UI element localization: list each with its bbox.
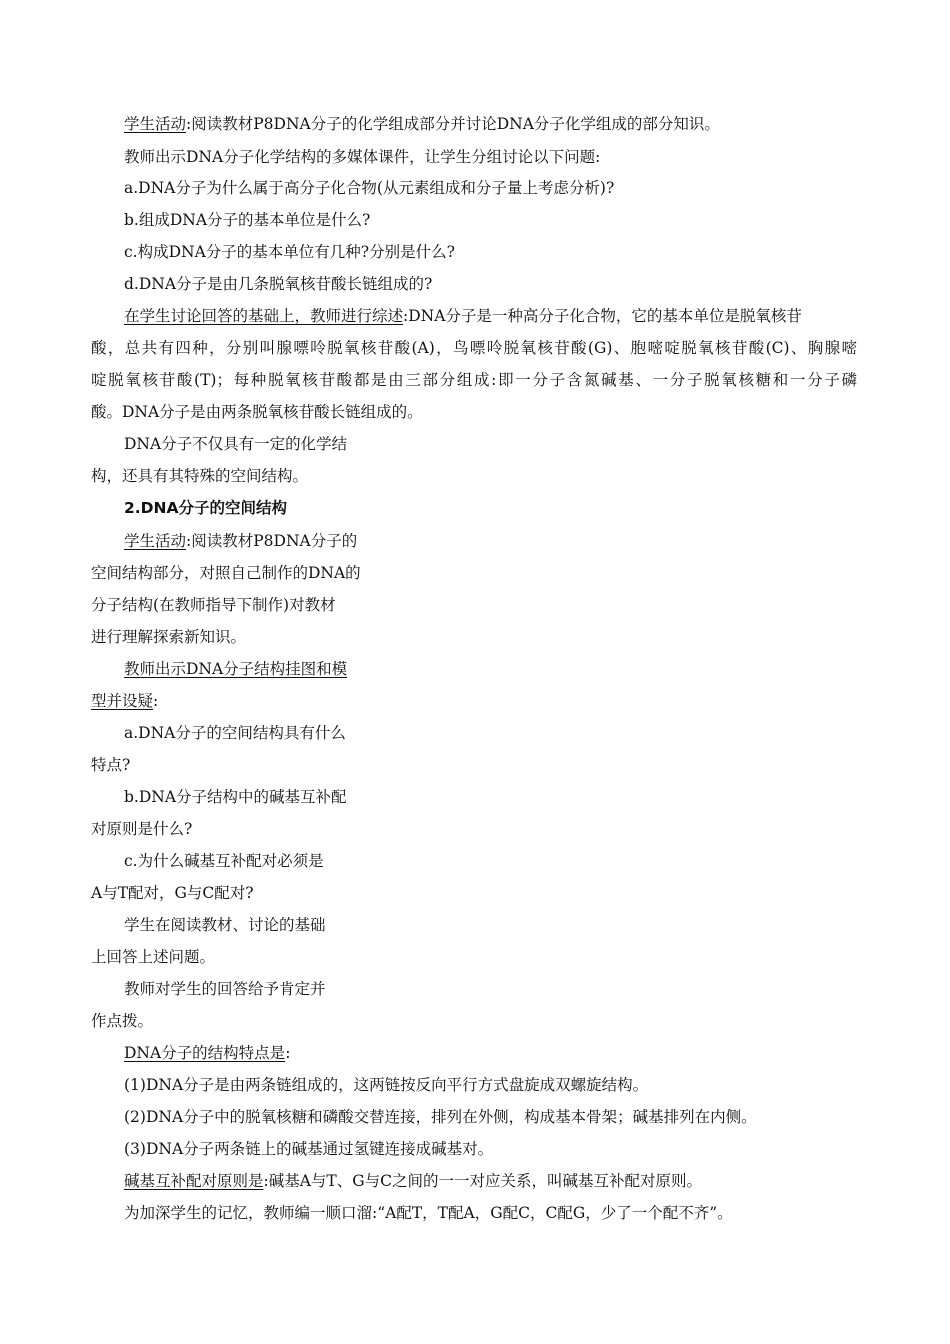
- text-line: 空间结构部分，对照自己制作的DNA的: [91, 564, 361, 582]
- summary-line-1: [124, 306, 802, 326]
- question-a: a.DNA分子为什么属于高分子化合物(从元素组成和分子量上考虑分析)?: [124, 179, 615, 197]
- question-b-line-1: b.DNA分子结构中的碱基互补配: [124, 788, 347, 806]
- structure-features-heading: DNA分子的结构特点是:: [124, 1044, 291, 1062]
- paragraph-teacher-presents: 教师出示DNA分子化学结构的多媒体课件，让学生分组讨论以下问题:: [124, 148, 601, 166]
- summary-line-3: 啶脱氧核苷酸(T)；每种脱氧核苷酸都是由三部分组成:即一分子含氮碱基、一分子脱氧核糖和一分子磷: [91, 371, 857, 389]
- paragraph-intro-line-1: DNA分子不仅具有一定的化学结: [124, 435, 348, 453]
- teacher-question-intro-2: 型并设疑:: [91, 692, 159, 710]
- question-c-line-2: A与T配对，G与C配对?: [91, 884, 254, 902]
- label-student-activity: 学生活动: [124, 532, 187, 550]
- text-line: 分子结构(在教师指导下制作)对教材: [91, 596, 336, 614]
- teacher-question-intro-1: 教师出示DNA分子结构挂图和模: [124, 660, 348, 678]
- text-line: 学生在阅读教材、讨论的基础: [124, 916, 326, 934]
- feature-1: (1)DNA分子是由两条链组成的，这两链按反向平行方式盘旋成双螺旋结构。: [124, 1076, 649, 1094]
- mnemonic: 为加深学生的记忆，教师编一顺口溜:“A配T，T配A，G配C，C配G，少了一个配不齐”。: [124, 1204, 733, 1222]
- question-b: b.组成DNA分子的基本单位是什么?: [124, 211, 371, 229]
- summary-line-2: 酸，总共有四种，分别叫腺嘌呤脱氧核苷酸(A)，鸟嘌呤脱氧核苷酸(G)、胞嘧啶脱氧核苷酸(C)、胸腺嘧: [91, 339, 857, 357]
- text: :DNA分子是一种高分子化合物，它的基本单位是脱氧核苷: [403, 307, 802, 325]
- feature-2: (2)DNA分子中的脱氧核糖和磷酸交替连接，排列在外侧，构成基本骨架；碱基排列在内侧。: [124, 1108, 757, 1126]
- question-c-line-1: c.为什么碱基互补配对必须是: [124, 852, 324, 870]
- text-line: 教师对学生的回答给予肯定并: [124, 980, 326, 998]
- question-b-line-2: 对原则是什么?: [91, 820, 193, 838]
- feature-3: (3)DNA分子两条链上的碱基通过氢键连接成碱基对。: [124, 1140, 494, 1158]
- summary-line-4: 酸。DNA分子是由两条脱氧核苷酸长链组成的。: [91, 403, 423, 421]
- pairing-principle: 碱基互补配对原则是:碱基A与T、G与C之间的一一对应关系，叫碱基互补配对原则。: [124, 1172, 703, 1190]
- section-heading: 2.DNA分子的空间结构: [124, 499, 288, 517]
- paragraph-student-activity-1: [124, 114, 720, 134]
- text-line: 作点拨。: [91, 1012, 154, 1030]
- question-c: c.构成DNA分子的基本单位有几种?分别是什么?: [124, 243, 455, 261]
- question-a-line-1: a.DNA分子的空间结构具有什么: [124, 724, 346, 742]
- question-a-line-2: 特点?: [91, 756, 131, 774]
- label-student-activity: 学生活动: [124, 115, 187, 133]
- text-line: 进行理解探索新知识。: [91, 628, 247, 646]
- text: :阅读教材P8DNA分子的: [186, 532, 358, 550]
- text: :阅读教材P8DNA分子的化学组成部分并讨论DNA分子化学组成的部分知识。: [186, 115, 720, 133]
- question-d: d.DNA分子是由几条脱氧核苷酸长链组成的?: [124, 275, 433, 293]
- paragraph-student-activity-2: [124, 531, 357, 551]
- label-summary: 在学生讨论回答的基础上，教师进行综述: [124, 307, 404, 325]
- paragraph-intro-line-2: 构，还具有其特殊的空间结构。: [91, 467, 309, 485]
- text-line: 上回答上述问题。: [91, 948, 216, 966]
